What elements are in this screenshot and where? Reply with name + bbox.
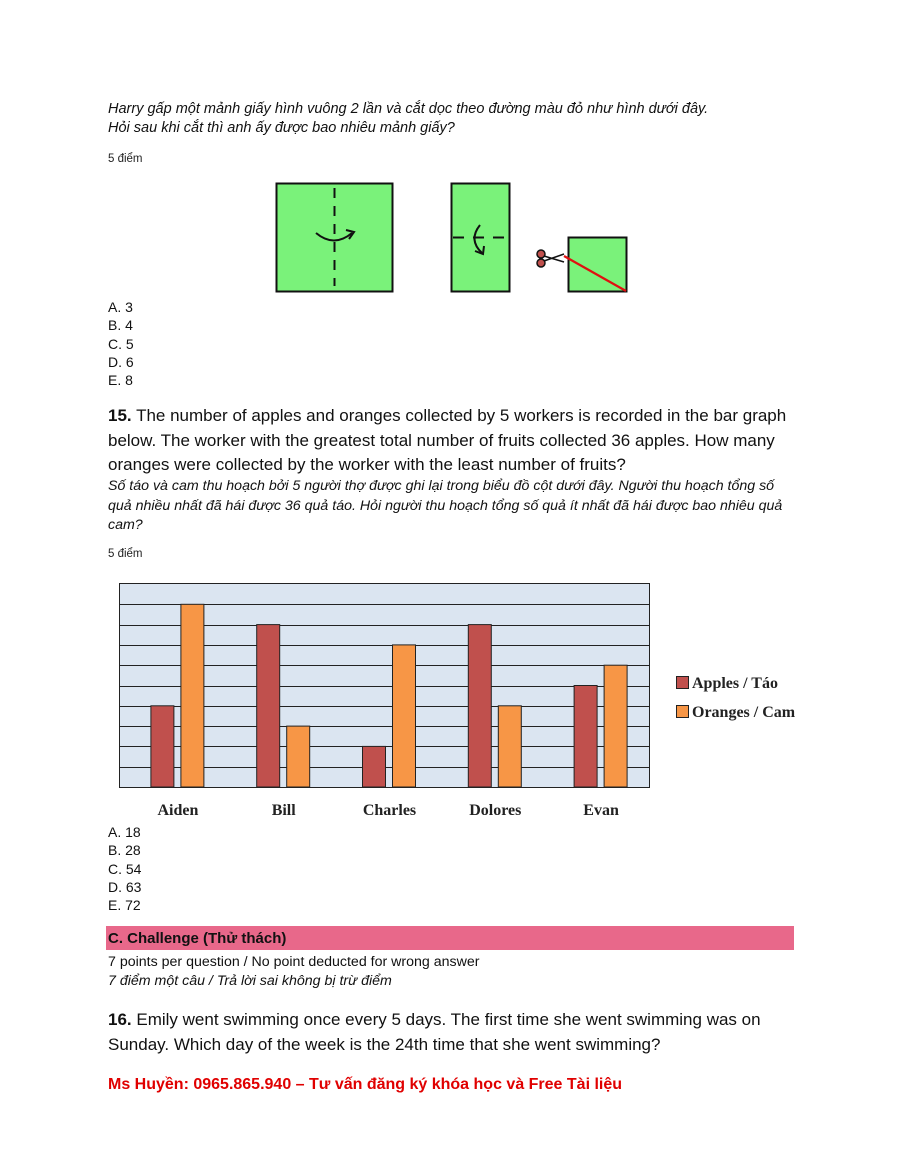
choice-a[interactable]: A. 18 bbox=[108, 824, 141, 840]
question-16-text bbox=[108, 1008, 808, 1057]
section-c-banner bbox=[106, 926, 794, 950]
choice-c[interactable]: C. 54 bbox=[108, 860, 142, 877]
legend-item-oranges bbox=[676, 704, 795, 722]
footer-contact: Ms Huyền: 0965.865.940 – Tư vấn đăng ký khóa học và Free Tài liệu bbox=[108, 1076, 623, 1093]
question-15-english: The number of apples and oranges collected by 5 workers is recorded in the bar graph below. The worker with the greatest total number of fruits collected 36 apples. How many oranges were collected by the worker with the least number of fruits? bbox=[108, 406, 787, 474]
bar-oranges-dolores bbox=[498, 706, 521, 787]
bar-apples-aiden bbox=[151, 706, 174, 787]
question-15-choices bbox=[108, 823, 141, 914]
question-14-line1: Harry gấp một mảnh giấy hình vuông 2 lần và cắt dọc theo đường màu đỏ như hình dưới đây. bbox=[108, 101, 709, 117]
section-c-title: C. Challenge (Thử thách) bbox=[108, 930, 287, 947]
bar-oranges-bill bbox=[287, 726, 310, 787]
question-15-text bbox=[108, 404, 798, 478]
bar-oranges-charles bbox=[393, 645, 416, 787]
question-14-points: 5 điểm bbox=[108, 153, 143, 165]
legend-label-oranges: Oranges / Cam bbox=[692, 704, 796, 721]
x-tick-label: Bill bbox=[271, 802, 296, 819]
section-c-points-vi: 7 điểm một câu / Trả lời sai không bị trừ điểm bbox=[108, 973, 392, 989]
question-14-choices bbox=[108, 298, 134, 389]
question-15-points: 5 điểm bbox=[108, 548, 143, 560]
bar-apples-charles bbox=[363, 746, 386, 787]
paper-folding-figure bbox=[270, 178, 640, 298]
paper-square bbox=[277, 184, 393, 292]
legend-item-apples bbox=[676, 675, 795, 693]
choice-b[interactable]: B. 4 bbox=[108, 317, 133, 334]
choice-d[interactable]: D. 63 bbox=[108, 878, 142, 895]
x-tick-label: Aiden bbox=[157, 802, 199, 819]
bar-oranges-evan bbox=[604, 665, 627, 787]
section-c-points-en: 7 points per question / No point deducted for wrong answer bbox=[108, 954, 480, 970]
choice-e[interactable]: E. 72 bbox=[108, 897, 141, 914]
choice-a[interactable]: A. 3 bbox=[108, 299, 133, 315]
bar-apples-evan bbox=[574, 686, 597, 788]
choice-e[interactable]: E. 8 bbox=[108, 372, 133, 389]
choice-c[interactable]: C. 5 bbox=[108, 335, 134, 352]
choice-d[interactable]: D. 6 bbox=[108, 353, 134, 370]
legend-swatch-oranges bbox=[676, 705, 689, 718]
chart-legend bbox=[676, 675, 795, 722]
legend-swatch-apples bbox=[676, 676, 689, 689]
scissors-icon bbox=[537, 250, 564, 267]
bar-oranges-aiden bbox=[181, 604, 204, 787]
question-14-line2: Hỏi sau khi cắt thì anh ấy được bao nhiêu mảnh giấy? bbox=[108, 120, 455, 136]
question-16-number: 16. bbox=[108, 1010, 132, 1029]
question-14-text bbox=[108, 100, 808, 138]
choice-b[interactable]: B. 28 bbox=[108, 842, 141, 859]
bar-apples-bill bbox=[257, 625, 280, 787]
x-tick-label: Evan bbox=[583, 802, 619, 819]
bar-apples-dolores bbox=[468, 625, 491, 787]
x-tick-label: Dolores bbox=[469, 802, 522, 819]
x-tick-label: Charles bbox=[362, 802, 417, 819]
question-15-vietnamese: Số táo và cam thu hoạch bởi 5 người thợ được ghi lại trong biểu đồ cột dưới đây. Người thu hoạch tổng số quả nhiều nhất đã hái được 36 quả táo. Hỏi người thu hoạch tổng số quả ít nhất đã hái được bao nhiêu quả cam? bbox=[108, 478, 783, 533]
question-15-number: 15. bbox=[108, 406, 132, 425]
legend-label-apples: Apples / Táo bbox=[692, 675, 778, 692]
question-16-body: Emily went swimming once every 5 days. The first time she went swimming was on Sunday. Which day of the week is the 24th time that she went swimming? bbox=[108, 1010, 761, 1054]
